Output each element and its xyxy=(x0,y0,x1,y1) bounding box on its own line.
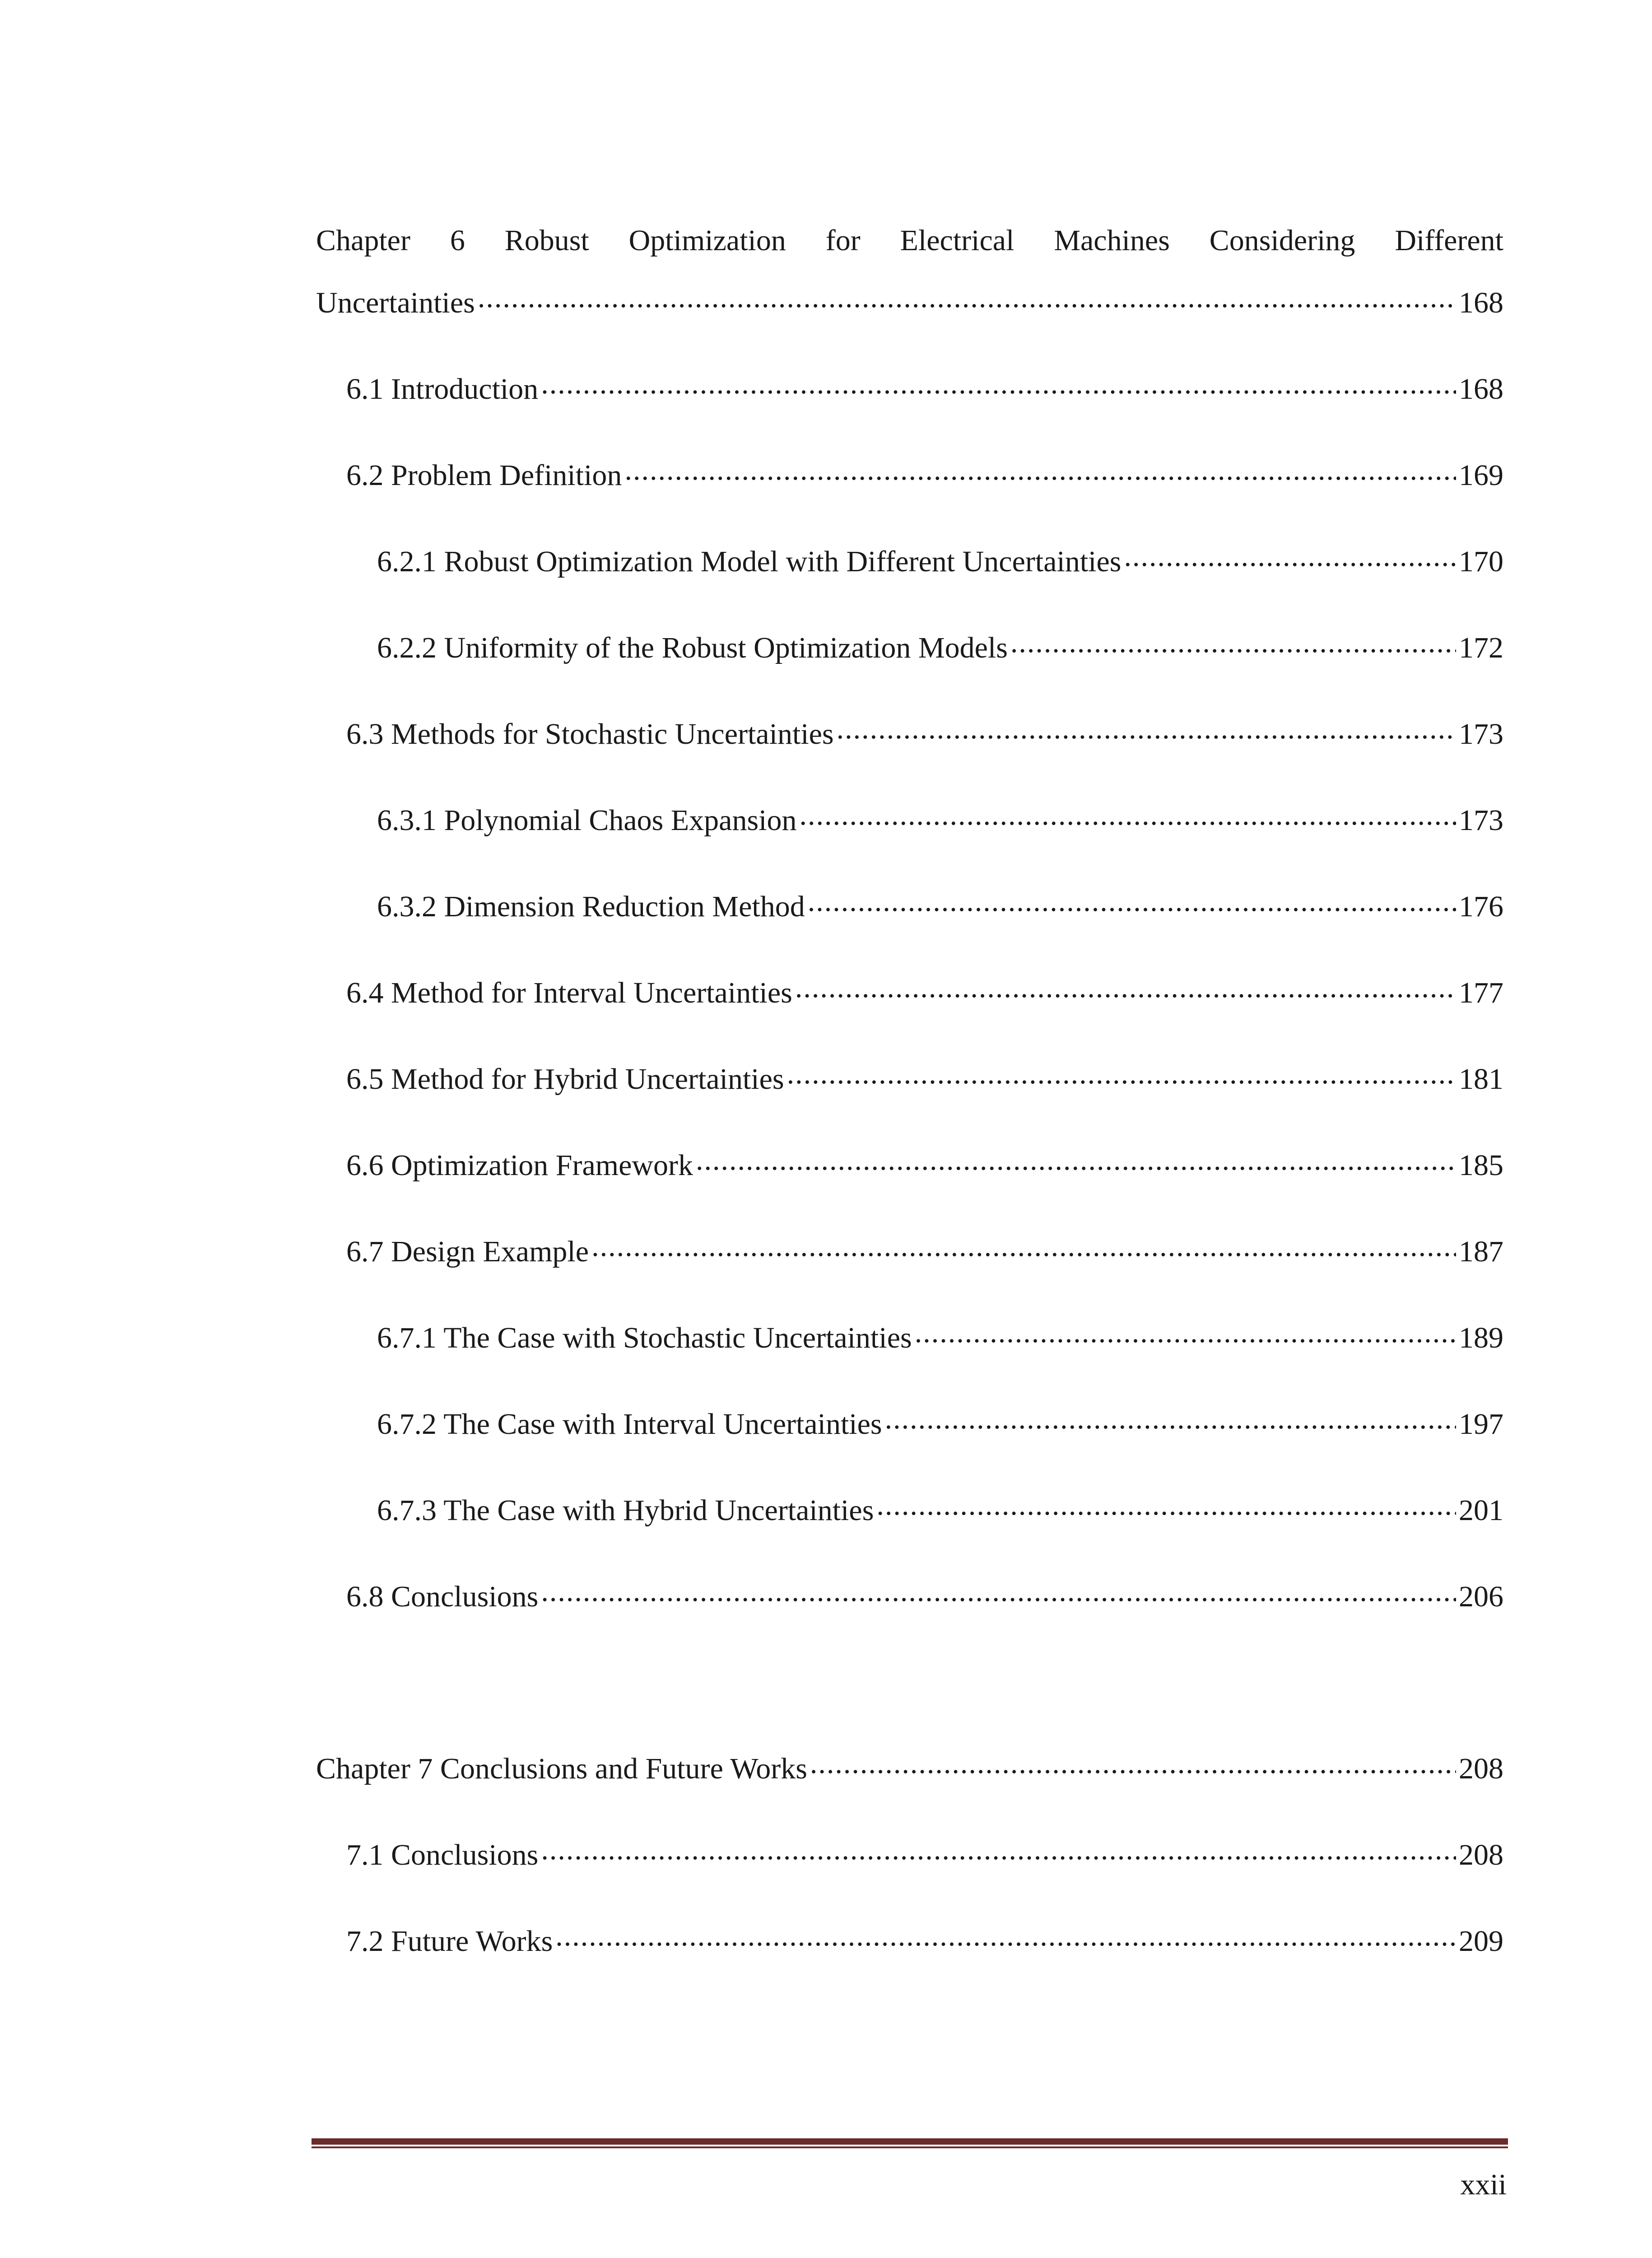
chapter-7-entries xyxy=(316,1749,1503,1958)
dot-leader xyxy=(876,1490,1456,1520)
toc-entry[interactable] xyxy=(316,1059,1503,1096)
toc-entry-title: 6.5 Method for Hybrid Uncertainties xyxy=(346,1063,784,1096)
dot-leader xyxy=(799,800,1456,830)
toc-entry-title: 6.7.1 The Case with Stochastic Uncertainties xyxy=(377,1321,912,1354)
toc-entry[interactable] xyxy=(316,1145,1503,1182)
chapter-6-entries xyxy=(316,369,1503,1613)
toc-entry-title: 6.8 Conclusions xyxy=(346,1580,539,1613)
heading-word: Different xyxy=(1395,224,1503,257)
toc-entry-title: 6.1 Introduction xyxy=(346,373,539,406)
footer-rule xyxy=(312,2138,1508,2148)
toc-entry[interactable] xyxy=(316,1577,1503,1613)
dot-leader xyxy=(591,1232,1456,1261)
toc-page-number: 197 xyxy=(1459,1408,1503,1441)
toc-entry-title: Uncertainties xyxy=(316,286,475,319)
page-folio: xxii xyxy=(1460,2168,1507,2201)
dot-leader xyxy=(696,1145,1456,1175)
dot-leader xyxy=(624,455,1456,485)
toc-entry[interactable] xyxy=(316,1490,1503,1527)
toc-page-number: 172 xyxy=(1459,631,1503,664)
toc-page-number: 206 xyxy=(1459,1580,1503,1613)
toc-page-number: 177 xyxy=(1459,976,1503,1009)
heading-word: 6 xyxy=(450,224,465,257)
dot-leader xyxy=(787,1059,1456,1089)
dot-leader xyxy=(915,1318,1456,1348)
dot-leader xyxy=(808,886,1456,916)
heading-word: Optimization xyxy=(628,224,786,257)
toc-entry-title: 6.4 Method for Interval Uncertainties xyxy=(346,976,792,1009)
toc-entry-title: 7.1 Conclusions xyxy=(346,1838,539,1871)
toc-entry-title: 6.7.2 The Case with Interval Uncertainties xyxy=(377,1408,882,1441)
heading-word: Chapter xyxy=(316,224,410,257)
toc-entry[interactable] xyxy=(316,714,1503,751)
dot-leader xyxy=(541,369,1456,399)
toc-entry-title: Chapter 7 Conclusions and Future Works xyxy=(316,1752,807,1785)
toc-entry[interactable] xyxy=(316,455,1503,492)
heading-word: Electrical xyxy=(900,224,1014,257)
toc-entry[interactable] xyxy=(316,1749,1503,1785)
dot-leader xyxy=(810,1749,1456,1778)
toc-entry-title: 7.2 Future Works xyxy=(346,1925,553,1958)
toc-entry[interactable] xyxy=(316,1835,1503,1871)
toc-entry-title: 6.6 Optimization Framework xyxy=(346,1149,693,1182)
toc-entry-title: 6.3.2 Dimension Reduction Method xyxy=(377,890,805,923)
heading-word: Machines xyxy=(1054,224,1170,257)
toc-entry-title: 6.3 Methods for Stochastic Uncertainties xyxy=(346,718,834,751)
toc-entry[interactable] xyxy=(316,628,1503,664)
toc-entry-title: 6.2.1 Robust Optimization Model with Different Uncertainties xyxy=(377,545,1121,578)
toc-entry-title: 6.3.1 Polynomial Chaos Expansion xyxy=(377,804,797,837)
toc-page-number: 173 xyxy=(1459,718,1503,751)
toc-entry-title: 6.7.3 The Case with Hybrid Uncertainties xyxy=(377,1494,874,1527)
chapter-6-heading-line xyxy=(316,226,1503,256)
chapter-6-heading-continuation xyxy=(316,283,1503,319)
toc-page-number: 185 xyxy=(1459,1149,1503,1182)
dot-leader xyxy=(541,1577,1456,1606)
toc-entry[interactable] xyxy=(316,973,1503,1009)
toc-page-number: 209 xyxy=(1459,1925,1503,1958)
toc-entry-chapter-6[interactable] xyxy=(316,224,1503,319)
dot-leader xyxy=(1010,628,1456,658)
toc-entry[interactable] xyxy=(316,800,1503,837)
chapter-spacer xyxy=(316,1663,1503,1749)
toc-entry-title: 6.2 Problem Definition xyxy=(346,459,622,492)
toc-page-number: 170 xyxy=(1459,545,1503,578)
table-of-contents xyxy=(316,226,1503,2007)
toc-entry[interactable] xyxy=(316,1921,1503,1958)
dot-leader xyxy=(795,973,1456,1003)
toc-page-number: 189 xyxy=(1459,1321,1503,1354)
dot-leader xyxy=(478,283,1456,313)
toc-page-number: 173 xyxy=(1459,804,1503,837)
dot-leader xyxy=(837,714,1456,744)
toc-entry[interactable] xyxy=(316,1404,1503,1441)
toc-entry[interactable] xyxy=(316,1232,1503,1268)
heading-word: for xyxy=(825,224,861,257)
toc-entry[interactable] xyxy=(316,369,1503,406)
toc-page-number: 208 xyxy=(1459,1752,1503,1785)
toc-entry[interactable] xyxy=(316,886,1503,923)
heading-word: Considering xyxy=(1209,224,1355,257)
toc-page-number: 168 xyxy=(1459,373,1503,406)
toc-entry-title: 6.7 Design Example xyxy=(346,1235,589,1268)
toc-entry[interactable] xyxy=(316,541,1503,578)
toc-page-number: 201 xyxy=(1459,1494,1503,1527)
dot-leader xyxy=(541,1835,1456,1865)
dot-leader xyxy=(555,1921,1456,1951)
toc-entry-title: 6.2.2 Uniformity of the Robust Optimization Models xyxy=(377,631,1008,664)
toc-page-number: 169 xyxy=(1459,459,1503,492)
toc-entry[interactable] xyxy=(316,1318,1503,1354)
footer-rule-thin xyxy=(312,2146,1508,2148)
dot-leader xyxy=(885,1404,1456,1434)
toc-page-number: 208 xyxy=(1459,1838,1503,1871)
toc-page-number: 187 xyxy=(1459,1235,1503,1268)
dot-leader xyxy=(1124,541,1457,571)
heading-word: Robust xyxy=(504,224,589,257)
footer-rule-thick xyxy=(312,2138,1508,2145)
toc-page-number: 168 xyxy=(1459,286,1503,319)
toc-page-number: 181 xyxy=(1459,1063,1503,1096)
toc-page-number: 176 xyxy=(1459,890,1503,923)
